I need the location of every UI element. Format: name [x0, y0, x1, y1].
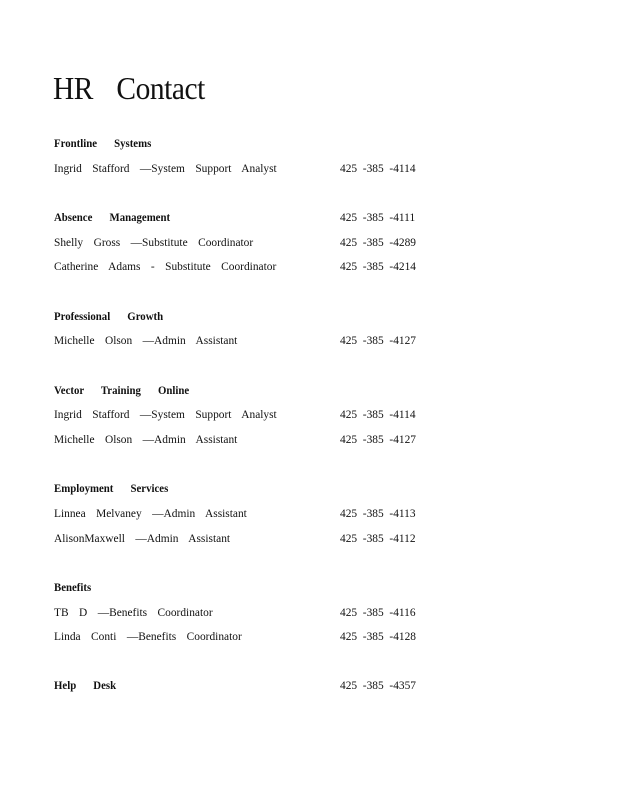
- contact-entry: Ingrid Stafford —System Support Analyst: [54, 407, 277, 421]
- section-heading-help-desk: Help Desk: [54, 678, 117, 692]
- section-phone-help-desk: 425 -385 -4357: [340, 678, 416, 692]
- contact-phone: 425 -385 -4127: [340, 333, 416, 347]
- section-heading-benefits: Benefits: [54, 580, 92, 594]
- section-heading-professional-growth: Professional Growth: [54, 309, 164, 323]
- contact-entry: Michelle Olson —Admin Assistant: [54, 432, 238, 446]
- section-phone-absence-management: 425 -385 -4111: [340, 210, 416, 224]
- contact-phone: 425 -385 -4113: [340, 506, 416, 520]
- contact-phone: 425 -385 -4289: [340, 235, 416, 249]
- section-heading-employment-services: Employment Services: [54, 481, 169, 495]
- page-title: HR Contact: [53, 70, 205, 106]
- contact-entry: AlisonMaxwell —Admin Assistant: [54, 531, 231, 545]
- contact-entry: Ingrid Stafford —System Support Analyst: [54, 161, 277, 175]
- section-heading-vector-training-online: Vector Training Online: [54, 383, 190, 397]
- contact-entry: Michelle Olson —Admin Assistant: [54, 333, 238, 347]
- contact-phone: 425 -385 -4114: [340, 407, 416, 421]
- contact-entry: Catherine Adams - Substitute Coordinator: [54, 259, 277, 273]
- contact-entry: Linnea Melvaney —Admin Assistant: [54, 506, 247, 520]
- contact-phone: 425 -385 -4112: [340, 531, 416, 545]
- contact-phone: 425 -385 -4127: [340, 432, 416, 446]
- contact-entry: Linda Conti —Benefits Coordinator: [54, 629, 242, 643]
- contact-phone: 425 -385 -4116: [340, 605, 416, 619]
- section-heading-frontline-systems: Frontline Systems: [54, 136, 152, 150]
- section-heading-absence-management: Absence Management: [54, 210, 171, 224]
- contact-phone: 425 -385 -4214: [340, 259, 416, 273]
- contact-entry: Shelly Gross —Substitute Coordinator: [54, 235, 254, 249]
- contact-entry: TB D —Benefits Coordinator: [54, 605, 213, 619]
- contact-phone: 425 -385 -4114: [340, 161, 416, 175]
- contact-phone: 425 -385 -4128: [340, 629, 416, 643]
